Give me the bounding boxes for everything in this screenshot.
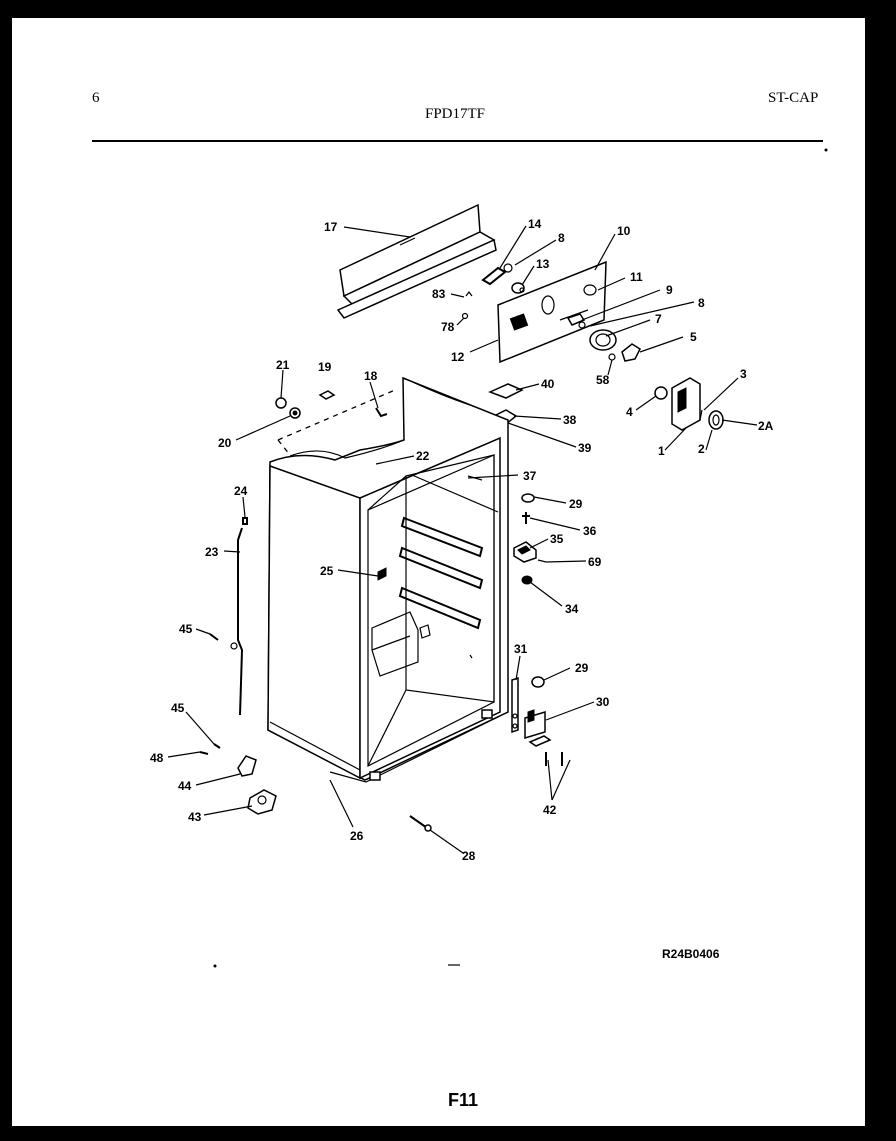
callout-69: 69 [588, 555, 602, 569]
callout-19: 19 [318, 360, 332, 374]
callout-25: 25 [320, 564, 334, 578]
callout-11: 11 [630, 270, 643, 284]
callout-48: 48 [150, 751, 164, 765]
callout-2: 2 [698, 442, 705, 456]
callout-10: 10 [617, 224, 631, 238]
callout-44: 44 [178, 779, 192, 793]
callout-23: 23 [205, 545, 219, 559]
callout-58: 58 [596, 373, 610, 387]
scan-speck [825, 149, 827, 151]
light-assembly-part [655, 378, 723, 430]
callout-36: 36 [583, 524, 597, 538]
screw-part [410, 816, 431, 831]
callout-35: 35 [550, 532, 564, 546]
callout-18: 18 [364, 369, 378, 383]
callout-9: 9 [666, 283, 673, 297]
callout-43: 43 [188, 810, 202, 824]
figure-label: F11 [448, 1090, 479, 1110]
callout-21: 21 [276, 358, 290, 372]
callout-8: 8 [698, 296, 705, 310]
control-housing-part [498, 262, 606, 362]
callout-31: 31 [514, 642, 528, 656]
callout-2A: 2A [758, 419, 774, 433]
callout-1: 1 [658, 444, 665, 458]
section-code: ST-CAP [768, 90, 819, 106]
door-hinge-parts [200, 518, 276, 814]
callout-78: 78 [441, 320, 455, 334]
callout-8: 8 [558, 231, 565, 245]
callout-13: 13 [536, 257, 550, 271]
callout-40: 40 [541, 377, 555, 391]
trim-bar-part [338, 205, 496, 318]
diagram-reference-code: R24B0406 [662, 947, 720, 961]
callout-28: 28 [462, 849, 476, 863]
callout-12: 12 [451, 350, 465, 364]
callout-83: 83 [432, 287, 446, 301]
callout-4: 4 [626, 405, 633, 419]
callout-30: 30 [596, 695, 610, 709]
refrigerator-cabinet-part [268, 378, 508, 782]
callout-38: 38 [563, 413, 577, 427]
callout-45: 45 [179, 622, 193, 636]
callout-45: 45 [171, 701, 185, 715]
callout-20: 20 [218, 436, 232, 450]
callout-22: 22 [416, 449, 430, 463]
callout-24: 24 [234, 484, 248, 498]
callout-29: 29 [569, 497, 583, 511]
callout-3: 3 [740, 367, 747, 381]
callout-17: 17 [324, 220, 338, 234]
callout-37: 37 [523, 469, 537, 483]
callout-29: 29 [575, 661, 589, 675]
callout-26: 26 [350, 829, 364, 843]
callout-7: 7 [655, 312, 662, 326]
upper-left-small-parts [276, 391, 387, 418]
callout-42: 42 [543, 803, 557, 817]
callout-5: 5 [690, 330, 697, 344]
callout-14: 14 [528, 217, 542, 231]
assembly-guide-lines [278, 390, 395, 455]
scan-speck [214, 965, 216, 967]
thermostat-knob-part [568, 314, 640, 361]
page-number: 6 [92, 90, 100, 106]
callout-39: 39 [578, 441, 592, 455]
callout-34: 34 [565, 602, 579, 616]
model-number: FPD17TF [425, 106, 486, 122]
